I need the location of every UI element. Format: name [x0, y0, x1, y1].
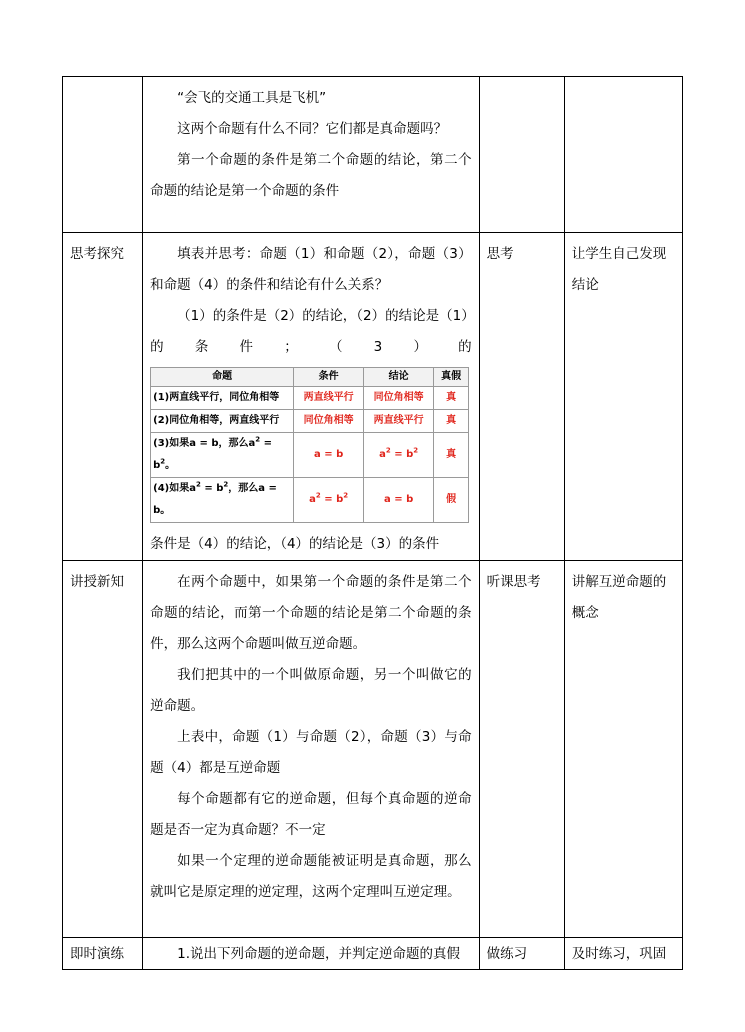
row4-label-cell: [63, 938, 143, 970]
row3-paragraph: 我们把其中的一个叫做原命题，另一个叫做它的逆命题。: [150, 667, 472, 714]
row4-intent-cell: [564, 938, 682, 970]
table-row: [151, 433, 469, 478]
design-intent: 让学生自己发现结论: [571, 246, 667, 293]
row2-after: 条件是（4）的结论，（4）的结论是（3）的条件: [150, 536, 440, 552]
truth-cell: 假: [434, 478, 469, 523]
row-label: 即时演练: [70, 946, 124, 962]
row-practice: [63, 938, 683, 970]
spread-char: 的: [458, 339, 472, 355]
row3-activity-cell: [479, 561, 564, 938]
proposition-cell: (3)如果a = b，那么$a^2 = b^2$。: [151, 433, 294, 478]
row2-content-cell: [143, 233, 480, 561]
header-proposition: 命题: [151, 368, 294, 387]
spread-char: ；: [284, 339, 298, 355]
row1-intent-cell: [564, 77, 682, 233]
table-row: [151, 410, 469, 433]
row3-content-cell: [143, 561, 480, 938]
student-activity: 思考: [486, 246, 514, 262]
row3-label-cell: [63, 561, 143, 938]
row4-content-cell: [143, 938, 480, 970]
table-row: [151, 478, 469, 523]
row2-label-cell: [63, 233, 143, 561]
row3-intent-cell: [564, 561, 682, 938]
header-conclusion: 结论: [364, 368, 434, 387]
condition-cell: $a^2 = b^2$: [294, 478, 364, 523]
conclusion-cell: 同位角相等: [364, 387, 434, 410]
design-intent: 讲解互逆命题的概念: [571, 574, 667, 621]
row1-activity-cell: [479, 77, 564, 233]
row1-paragraph: 第一个命题的条件是第二个命题的结论，第二个命题的结论是第一个命题的条件: [150, 152, 472, 199]
conclusion-cell: 两直线平行: [364, 410, 434, 433]
design-intent: 及时练习，巩固: [571, 946, 667, 962]
row2-spread-line: [150, 332, 472, 363]
table-row: [151, 387, 469, 410]
row-intro: [63, 77, 683, 233]
row4-text: 1.说出下列命题的逆命题，并判定逆命题的真假: [177, 946, 461, 962]
proposition-table-header: [151, 368, 469, 387]
truth-cell: 真: [434, 387, 469, 410]
conclusion-cell: a = b: [364, 478, 434, 523]
proposition-cell: (1)两直线平行，同位角相等: [151, 387, 294, 410]
proposition-table: [150, 367, 469, 523]
header-truth: 真假: [434, 368, 469, 387]
row3-paragraph: 每个命题都有它的逆命题，但每个真命题的逆命题是否一定为真命题？不一定: [150, 791, 472, 838]
spread-char: （: [328, 339, 343, 355]
condition-cell: 同位角相等: [294, 410, 364, 433]
row1-paragraph: “会飞的交通工具是飞机”: [177, 90, 327, 106]
row3-paragraph: 在两个命题中，如果第一个命题的条件是第二个命题的结论，而第一个命题的结论是第二个命题的条件，那么这两个命题叫做互逆命题。: [150, 574, 472, 652]
row-teaching: [63, 561, 683, 938]
row4-activity-cell: [479, 938, 564, 970]
row3-paragraph: 上表中，命题（1）与命题（2），命题（3）与命题（4）都是互逆命题: [150, 729, 472, 776]
spread-char: 的: [150, 339, 164, 355]
spread-char: 3: [373, 339, 383, 355]
student-activity: 做练习: [486, 946, 528, 962]
row-explore: [63, 233, 683, 561]
condition-cell: 两直线平行: [294, 387, 364, 410]
truth-cell: 真: [434, 433, 469, 478]
row3-paragraph: 如果一个定理的逆命题能被证明是真命题，那么就叫它是原定理的逆定理，这两个定理叫互逆定理。: [150, 853, 472, 900]
row2-intent-cell: [564, 233, 682, 561]
row-label: 思考探究: [70, 246, 124, 262]
proposition-cell: (4)如果$a^2 = b^2$，那么a = b。: [151, 478, 294, 523]
spread-char: 条: [194, 339, 209, 355]
conclusion-cell: $a^2 = b^2$: [364, 433, 434, 478]
header-condition: 条件: [294, 368, 364, 387]
row1-content-cell: [143, 77, 480, 233]
proposition-cell: (2)同位角相等，两直线平行: [151, 410, 294, 433]
row1-label-cell: [63, 77, 143, 233]
row2-line1: （1）的条件是（2）的结论，（2）的结论是（1）: [177, 308, 475, 324]
student-activity: 听课思考: [486, 574, 541, 590]
spread-char: 件: [239, 339, 254, 355]
condition-cell: a = b: [294, 433, 364, 478]
lesson-plan-table: [62, 76, 683, 970]
row-label: 讲授新知: [70, 574, 124, 590]
spread-char: ）: [413, 339, 427, 355]
row2-activity-cell: [479, 233, 564, 561]
row2-intro: 填表并思考：命题（1）和命题（2），命题（3）和命题（4）的条件和结论有什么关系？: [150, 246, 472, 293]
row1-paragraph: 这两个命题有什么不同？它们都是真命题吗？: [177, 121, 448, 137]
truth-cell: 真: [434, 410, 469, 433]
